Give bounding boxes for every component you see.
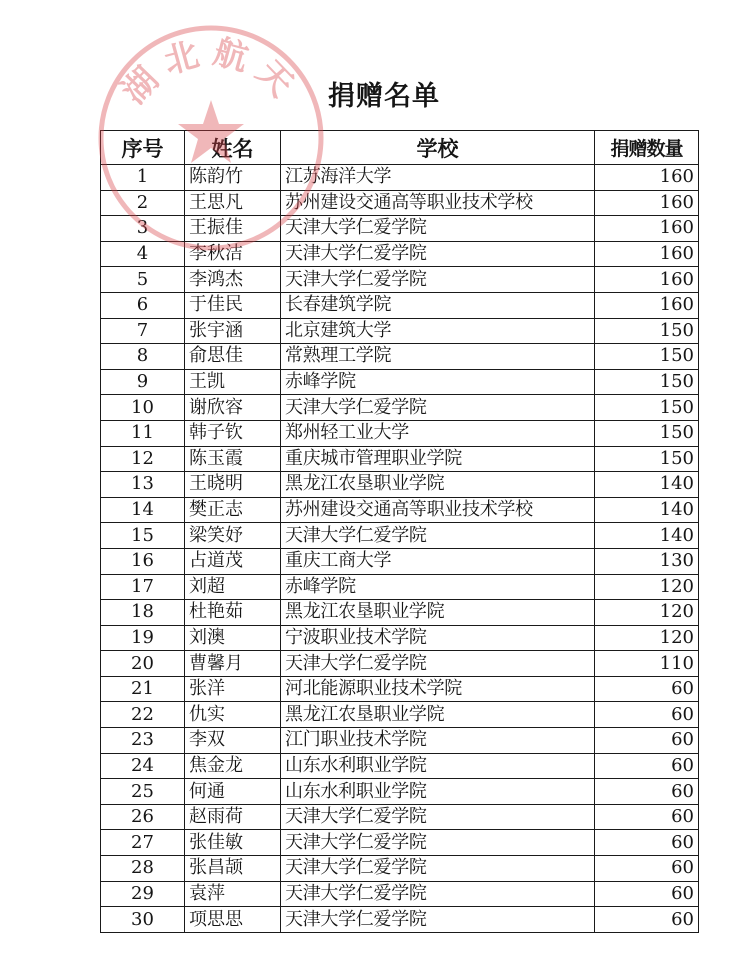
cell-quantity: 160 xyxy=(595,216,699,242)
cell-name: 王凯 xyxy=(185,369,281,395)
cell-name: 王思凡 xyxy=(185,190,281,216)
cell-quantity: 120 xyxy=(595,574,699,600)
table-row xyxy=(101,420,699,446)
table-row xyxy=(101,574,699,600)
cell-name: 曹馨月 xyxy=(185,651,281,677)
cell-school: 天津大学仁爱学院 xyxy=(281,907,595,933)
cell-index: 18 xyxy=(101,600,185,626)
cell-index: 14 xyxy=(101,497,185,523)
cell-name: 王振佳 xyxy=(185,216,281,242)
cell-school: 黑龙江农垦职业学院 xyxy=(281,600,595,626)
cell-quantity: 150 xyxy=(595,446,699,472)
cell-index: 5 xyxy=(101,267,185,293)
cell-index: 25 xyxy=(101,779,185,805)
cell-index: 12 xyxy=(101,446,185,472)
cell-name: 何通 xyxy=(185,779,281,805)
cell-quantity: 160 xyxy=(595,190,699,216)
cell-quantity: 60 xyxy=(595,881,699,907)
cell-quantity: 160 xyxy=(595,241,699,267)
cell-name: 王晓明 xyxy=(185,472,281,498)
table-row xyxy=(101,779,699,805)
table-row xyxy=(101,651,699,677)
cell-quantity: 60 xyxy=(595,728,699,754)
cell-school: 苏州建设交通高等职业技术学校 xyxy=(281,497,595,523)
cell-name: 樊正志 xyxy=(185,497,281,523)
cell-name: 俞思佳 xyxy=(185,344,281,370)
cell-index: 6 xyxy=(101,292,185,318)
cell-quantity: 110 xyxy=(595,651,699,677)
table-row xyxy=(101,881,699,907)
cell-index: 16 xyxy=(101,548,185,574)
cell-name: 张昌颉 xyxy=(185,856,281,882)
cell-name: 陈韵竹 xyxy=(185,165,281,191)
cell-index: 7 xyxy=(101,318,185,344)
table-body xyxy=(101,165,699,933)
cell-index: 2 xyxy=(101,190,185,216)
cell-quantity: 150 xyxy=(595,369,699,395)
table-row xyxy=(101,216,699,242)
table-row xyxy=(101,318,699,344)
cell-quantity: 130 xyxy=(595,548,699,574)
cell-index: 30 xyxy=(101,907,185,933)
cell-school: 郑州轻工业大学 xyxy=(281,420,595,446)
cell-school: 北京建筑大学 xyxy=(281,318,595,344)
cell-school: 黑龙江农垦职业学院 xyxy=(281,702,595,728)
cell-school: 天津大学仁爱学院 xyxy=(281,881,595,907)
table-row xyxy=(101,523,699,549)
cell-quantity: 60 xyxy=(595,804,699,830)
cell-school: 赤峰学院 xyxy=(281,574,595,600)
cell-school: 天津大学仁爱学院 xyxy=(281,267,595,293)
cell-school: 长春建筑学院 xyxy=(281,292,595,318)
table-row xyxy=(101,600,699,626)
cell-school: 天津大学仁爱学院 xyxy=(281,804,595,830)
table-row xyxy=(101,369,699,395)
cell-name: 袁萍 xyxy=(185,881,281,907)
cell-school: 赤峰学院 xyxy=(281,369,595,395)
table-row xyxy=(101,497,699,523)
cell-school: 天津大学仁爱学院 xyxy=(281,856,595,882)
cell-name: 张佳敏 xyxy=(185,830,281,856)
cell-index: 28 xyxy=(101,856,185,882)
document-title: 捐赠名单 xyxy=(328,81,440,112)
cell-index: 20 xyxy=(101,651,185,677)
cell-quantity: 60 xyxy=(595,856,699,882)
cell-name: 李秋洁 xyxy=(185,241,281,267)
cell-index: 24 xyxy=(101,753,185,779)
cell-index: 13 xyxy=(101,472,185,498)
table-row xyxy=(101,830,699,856)
cell-school: 江苏海洋大学 xyxy=(281,165,595,191)
cell-quantity: 60 xyxy=(595,702,699,728)
cell-school: 河北能源职业技术学院 xyxy=(281,676,595,702)
cell-index: 9 xyxy=(101,369,185,395)
cell-index: 8 xyxy=(101,344,185,370)
cell-name: 仇实 xyxy=(185,702,281,728)
cell-quantity: 160 xyxy=(595,267,699,293)
cell-name: 赵雨荷 xyxy=(185,804,281,830)
cell-school: 重庆城市管理职业学院 xyxy=(281,446,595,472)
cell-quantity: 140 xyxy=(595,472,699,498)
cell-school: 苏州建设交通高等职业技术学校 xyxy=(281,190,595,216)
cell-quantity: 150 xyxy=(595,318,699,344)
cell-school: 天津大学仁爱学院 xyxy=(281,241,595,267)
cell-index: 3 xyxy=(101,216,185,242)
header-quantity: 捐赠数量 xyxy=(595,131,699,165)
cell-index: 26 xyxy=(101,804,185,830)
table-row xyxy=(101,676,699,702)
cell-name: 韩子钦 xyxy=(185,420,281,446)
header-name: 姓名 xyxy=(185,131,281,165)
table-row xyxy=(101,728,699,754)
cell-quantity: 60 xyxy=(595,907,699,933)
cell-index: 1 xyxy=(101,165,185,191)
cell-quantity: 60 xyxy=(595,779,699,805)
cell-name: 占道茂 xyxy=(185,548,281,574)
cell-index: 4 xyxy=(101,241,185,267)
cell-quantity: 140 xyxy=(595,523,699,549)
table-row xyxy=(101,241,699,267)
table-row xyxy=(101,753,699,779)
cell-school: 天津大学仁爱学院 xyxy=(281,395,595,421)
cell-name: 于佳民 xyxy=(185,292,281,318)
table-row xyxy=(101,190,699,216)
cell-quantity: 60 xyxy=(595,753,699,779)
cell-quantity: 150 xyxy=(595,420,699,446)
cell-index: 11 xyxy=(101,420,185,446)
cell-quantity: 160 xyxy=(595,165,699,191)
cell-quantity: 150 xyxy=(595,395,699,421)
table-row xyxy=(101,804,699,830)
cell-index: 15 xyxy=(101,523,185,549)
table-header-row xyxy=(101,131,699,165)
cell-name: 陈玉霞 xyxy=(185,446,281,472)
table-row xyxy=(101,472,699,498)
seal-text: 湖北航天 xyxy=(114,31,308,112)
cell-name: 张洋 xyxy=(185,676,281,702)
cell-quantity: 160 xyxy=(595,292,699,318)
table-row xyxy=(101,907,699,933)
cell-name: 谢欣容 xyxy=(185,395,281,421)
cell-quantity: 120 xyxy=(595,600,699,626)
cell-index: 10 xyxy=(101,395,185,421)
table-row xyxy=(101,395,699,421)
cell-name: 梁笑妤 xyxy=(185,523,281,549)
cell-name: 刘超 xyxy=(185,574,281,600)
table-row xyxy=(101,856,699,882)
cell-school: 常熟理工学院 xyxy=(281,344,595,370)
table-row xyxy=(101,702,699,728)
header-school: 学校 xyxy=(281,131,595,165)
table-row xyxy=(101,344,699,370)
cell-school: 山东水利职业学院 xyxy=(281,753,595,779)
cell-name: 李鸿杰 xyxy=(185,267,281,293)
cell-name: 刘澳 xyxy=(185,625,281,651)
table-row xyxy=(101,267,699,293)
cell-index: 19 xyxy=(101,625,185,651)
cell-index: 23 xyxy=(101,728,185,754)
donation-table xyxy=(100,130,699,933)
cell-quantity: 120 xyxy=(595,625,699,651)
table-row xyxy=(101,292,699,318)
cell-quantity: 60 xyxy=(595,676,699,702)
cell-school: 山东水利职业学院 xyxy=(281,779,595,805)
cell-name: 李双 xyxy=(185,728,281,754)
table-row xyxy=(101,165,699,191)
cell-name: 杜艳茹 xyxy=(185,600,281,626)
cell-school: 天津大学仁爱学院 xyxy=(281,651,595,677)
cell-index: 29 xyxy=(101,881,185,907)
cell-index: 27 xyxy=(101,830,185,856)
cell-index: 21 xyxy=(101,676,185,702)
cell-index: 22 xyxy=(101,702,185,728)
cell-quantity: 140 xyxy=(595,497,699,523)
cell-school: 江门职业技术学院 xyxy=(281,728,595,754)
cell-name: 焦金龙 xyxy=(185,753,281,779)
cell-quantity: 60 xyxy=(595,830,699,856)
cell-index: 17 xyxy=(101,574,185,600)
cell-school: 重庆工商大学 xyxy=(281,548,595,574)
table-row xyxy=(101,625,699,651)
cell-name: 张宇涵 xyxy=(185,318,281,344)
cell-school: 天津大学仁爱学院 xyxy=(281,830,595,856)
header-index: 序号 xyxy=(101,131,185,165)
cell-school: 天津大学仁爱学院 xyxy=(281,216,595,242)
table-row xyxy=(101,446,699,472)
cell-name: 项思思 xyxy=(185,907,281,933)
cell-quantity: 150 xyxy=(595,344,699,370)
table-row xyxy=(101,548,699,574)
cell-school: 宁波职业技术学院 xyxy=(281,625,595,651)
cell-school: 天津大学仁爱学院 xyxy=(281,523,595,549)
cell-school: 黑龙江农垦职业学院 xyxy=(281,472,595,498)
